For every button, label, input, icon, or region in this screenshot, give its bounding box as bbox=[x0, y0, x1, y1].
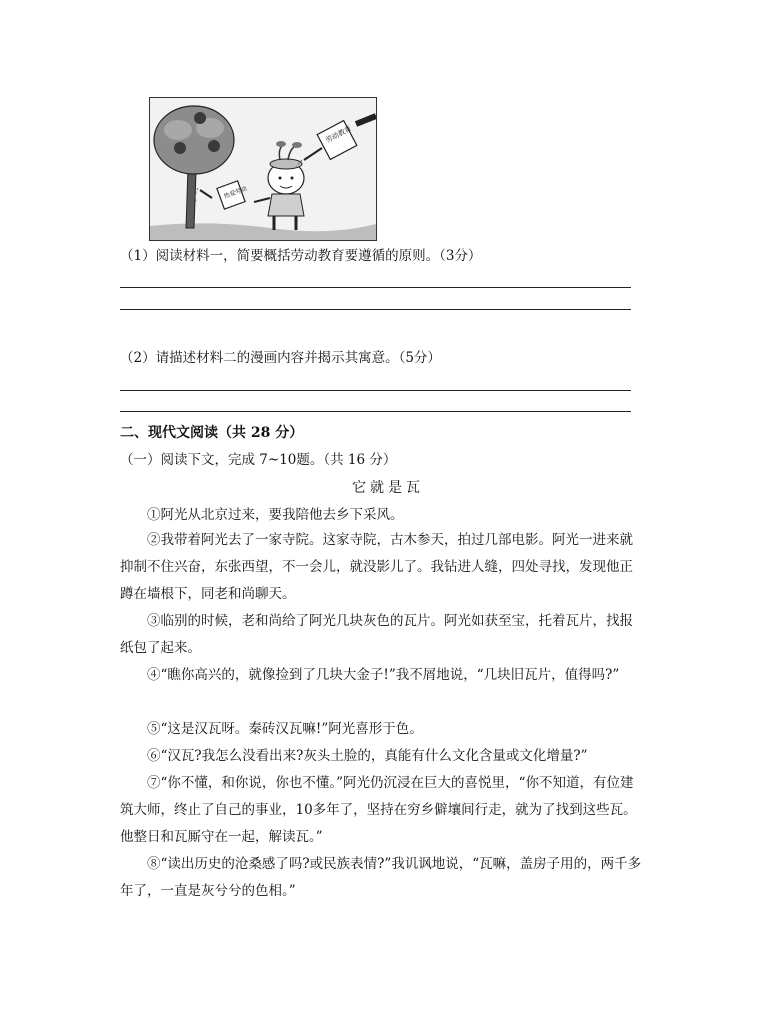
cartoon-drawing bbox=[150, 98, 376, 240]
boy-figure bbox=[254, 141, 304, 230]
section-subheading: （一）阅读下文，完成 7~10题。（共 16 分） bbox=[120, 452, 397, 468]
article-title: 它就是瓦 bbox=[352, 480, 424, 496]
section-heading: 二、现代文阅读（共 28 分） bbox=[120, 425, 304, 441]
fruit-icon bbox=[208, 140, 220, 152]
right-sign-text: 劳动教育 bbox=[324, 124, 353, 145]
left-sign-text: 热爱劳动 bbox=[223, 185, 249, 201]
paragraph: ④“瞧你高兴的，就像捡到了几块大金子!”我不屑地说，“几块旧瓦片，值得吗?” bbox=[147, 667, 620, 683]
paragraph: ②我带着阿光去了一家寺院。这家寺院，古木参天，拍过几部电影。阿光一进来就抑制不住兴奋，东张西望，不一会儿，就没影儿了。我钻进人缝，四处寻找，发现他正蹲在墙根下，同老和尚聊天。 bbox=[120, 532, 633, 602]
question-2: （2）请描述材料二的漫画内容并揭示其寓意。（5分） bbox=[120, 350, 441, 366]
fruit-icon bbox=[194, 112, 206, 124]
answer-line bbox=[120, 287, 631, 288]
answer-line bbox=[120, 390, 631, 391]
tree-leaf-shape bbox=[164, 120, 192, 140]
tree-crown-shape bbox=[154, 106, 234, 174]
ground-shape bbox=[150, 223, 376, 240]
right-watering-can bbox=[296, 116, 376, 168]
fruit-icon bbox=[174, 142, 186, 154]
paragraph: ⑤“这是汉瓦呀。秦砖汉瓦嘛!”阿光喜形于色。 bbox=[147, 721, 423, 737]
paragraph: ⑦“你不懂，和你说，你也不懂。”阿光仍沉浸在巨大的喜悦里，“你不知道，有位建筑大师，终止了自己的事业，10多年了，坚持在穷乡僻壤间行走，就为了找到这些瓦。他整日和瓦厮守在一起，解读瓦。” bbox=[120, 775, 637, 845]
answer-line bbox=[120, 309, 631, 310]
left-watering-can bbox=[195, 181, 248, 209]
answer-line bbox=[120, 411, 631, 412]
paragraph: ⑥“汉瓦?我怎么没看出来?灰头土脸的，真能有什么文化含量或文化增量?” bbox=[147, 748, 588, 764]
paragraph: ③临别的时候，老和尚给了阿光几块灰色的瓦片。阿光如获至宝，托着瓦片，找报纸包了起来。 bbox=[120, 613, 633, 656]
cartoon-illustration bbox=[149, 97, 377, 241]
question-1: （1）阅读材料一，简要概括劳动教育要遵循的原则。（3分） bbox=[120, 248, 482, 264]
paragraph: ①阿光从北京过来，要我陪他去乡下采风。 bbox=[147, 507, 404, 523]
paragraph: ⑧“读出历史的沧桑感了吗?或民族表情?”我讥讽地说，“瓦嘛，盖房子用的，两千多年了，一直是灰兮兮的色相。” bbox=[120, 856, 642, 899]
